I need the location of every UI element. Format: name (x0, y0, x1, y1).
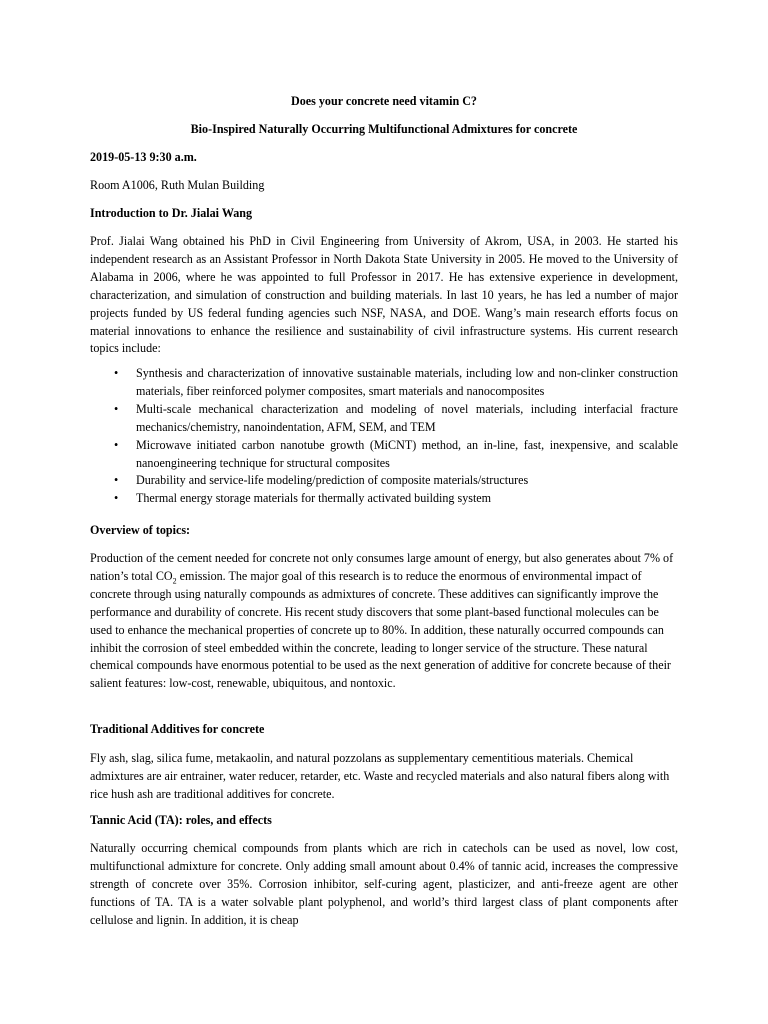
research-topics-list (90, 365, 678, 508)
bullet-icon: • (114, 473, 119, 488)
intro-paragraph: Prof. Jialai Wang obtained his PhD in Civil Engineering from University of Akrom, USA, in 2003. He started his independent research as an Assistant Professor in North Dakota State University in 2005. He moved to the University of Alabama in 2006, where he was appointed to full Professor in 2017. He has extensive experience in development, characterization, and simulation of construction and building materials. In last 10 years, he has led a number of major projects funded by US federal funding agencies such NSF, NASA, and DOE. Wang’s main research efforts focus on material innovations to enhance the resilience and sustainability of civil infrastructure systems. His current research topics include: (90, 234, 678, 356)
list-item (90, 365, 678, 401)
list-item (90, 490, 678, 508)
list-item (90, 472, 678, 490)
intro-heading: Introduction to Dr. Jialai Wang (90, 206, 253, 220)
topic-text: Thermal energy storage materials for thermally activated building system (136, 491, 492, 506)
overview-heading: Overview of topics: (90, 523, 191, 537)
document-subtitle: Bio-Inspired Naturally Occurring Multifunctional Admixtures for concrete (190, 122, 578, 136)
bullet-icon: • (114, 401, 119, 416)
topic-text: Synthesis and characterization of innovative sustainable materials, including low and non-clinker construction materials, fiber reinforced polymer composites, smart materials and nanocomposites (136, 366, 678, 398)
overview-text-part1: Production of the cement needed for concrete not only consumes large amount of energy, but also generates about 7% of nation’s total CO (90, 551, 674, 583)
traditional-additives-paragraph: Fly ash, slag, silica fume, metakaolin, and natural pozzolans as supplementary cementitious materials. Chemical admixtures are air entrainer, water reducer, retarder, etc. Waste and recycled materials and also natural fibers along with rice hush ash are traditional additives for concrete. (90, 751, 670, 801)
overview-paragraph (90, 550, 678, 693)
list-item (90, 401, 678, 437)
event-datetime: 2019-05-13 9:30 a.m. (90, 150, 197, 164)
bullet-icon: • (114, 491, 119, 506)
document-title: Does your concrete need vitamin C? (291, 94, 477, 108)
co2-subscript: 2 (172, 576, 177, 586)
bullet-icon: • (114, 366, 119, 380)
bullet-icon: • (114, 437, 119, 452)
tannic-acid-paragraph: Naturally occurring chemical compounds from plants which are rich in catechols can be used as novel, low cost, multifunctional admixture for concrete. Only adding small amount about 0.4% of tannic acid, increases the compressive strength of concrete over 35%. Corrosion inhibitor, self-curing agent, plasticizer, and anti-freeze agent are other functions of TA. TA is a water solvable plant polyphenol, and world’s third largest class of plant components after cellulose and lignin. In addition, it is cheap (90, 841, 678, 927)
topic-text: Microwave initiated carbon nanotube growth (MiCNT) method, an in-line, fast, inexpensive, and scalable nanoengineering technique for structural composites (136, 437, 678, 470)
topic-text: Multi-scale mechanical characterization and modeling of novel materials, including interfacial fracture mechanics/chemistry, nanoindentation, AFM, SEM, and TEM (136, 401, 678, 434)
tannic-acid-heading: Tannic Acid (TA): roles, and effects (90, 813, 272, 827)
traditional-additives-heading: Traditional Additives for concrete (90, 722, 265, 736)
topic-text: Durability and service-life modeling/prediction of composite materials/structures (136, 473, 529, 488)
list-item (90, 437, 678, 473)
overview-text-part2: emission. The major goal of this research is to reduce the enormous of environmental impact of concrete through using naturally compounds as admixtures of concrete. These additives can significantly improve the performance and durability of concrete. His recent study discovers that some plant-based functional molecules can be used to enhance the mechanical properties of concrete up to 80%. In addition, these naturally occurred compounds can inhibit the corrosion of steel embedded within the concrete, leading to longer service of the structure. These natural chemical compounds have enormous potential to be used as the next generation of additive for concrete because of their salient features: low-cost, renewable, ubiquitous, and nontoxic. (90, 568, 671, 691)
event-room: Room A1006, Ruth Mulan Building (90, 178, 265, 192)
